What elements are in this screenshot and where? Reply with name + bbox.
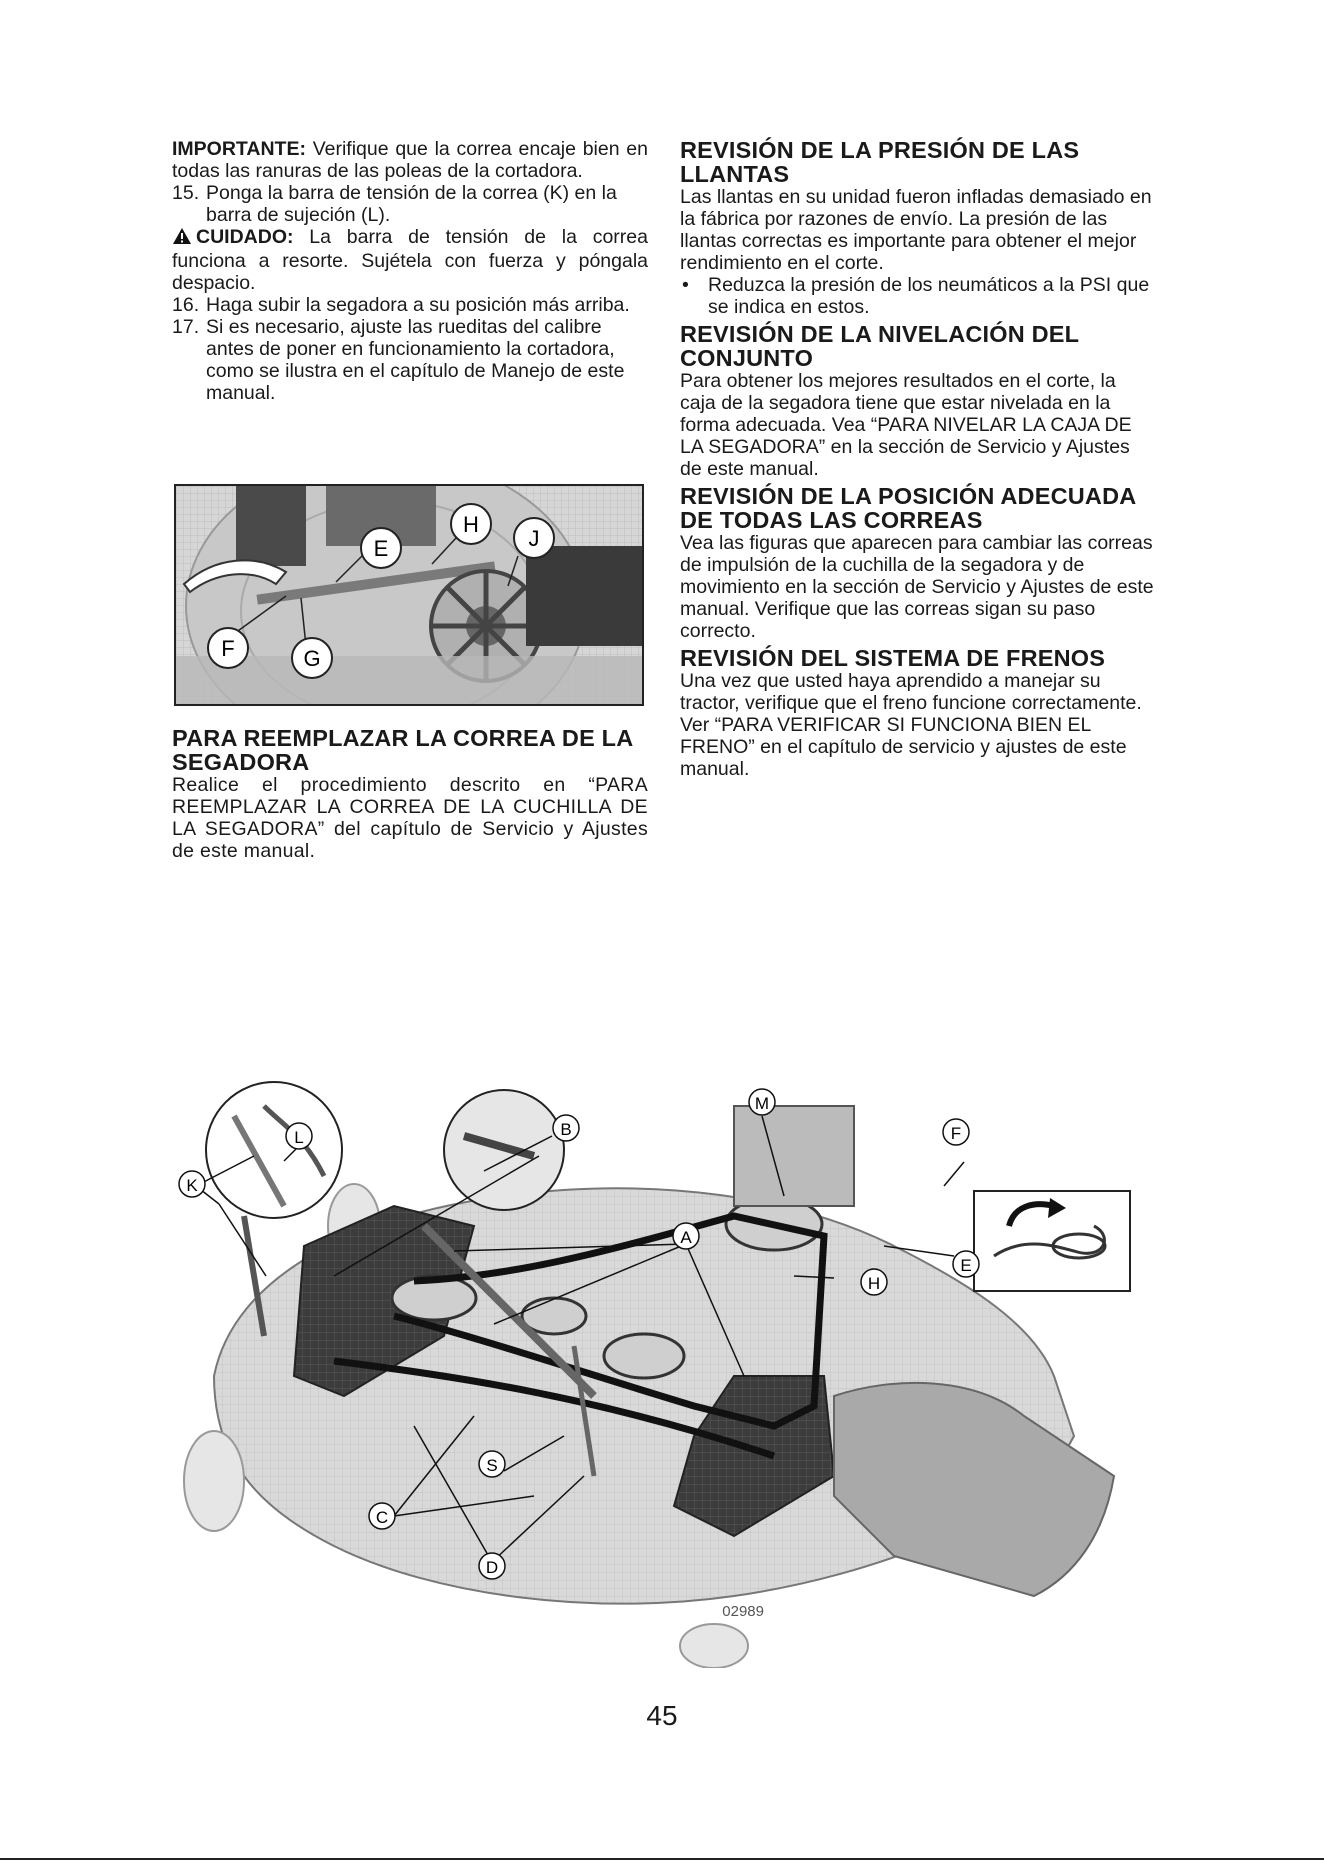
svg-text:F: F — [221, 636, 235, 661]
svg-text:H: H — [463, 512, 479, 537]
step-text: Haga subir la segadora a su posición más arriba. — [206, 294, 630, 316]
photo-callout-f — [208, 628, 248, 668]
caution-text: La barra de tensión de la correa funciona a resorte. Sujétela con fuerza y póngala despacio. — [172, 226, 648, 294]
svg-text:K: K — [186, 1176, 198, 1195]
svg-text:C: C — [375, 1508, 389, 1527]
callout-s — [479, 1451, 505, 1477]
important-text: Verifique que la correa encaje bien en todas las ranuras de las poleas de la cortadora. — [172, 138, 648, 182]
bullet-icon: • — [682, 274, 689, 296]
step-number: 15. — [172, 182, 200, 204]
mower-deck-diagram — [174, 1076, 1146, 1668]
tire-pressure-heading: REVISIÓN DE LA PRESIÓN DE LAS LLANTAS — [680, 137, 1080, 187]
step-text: Si es necesario, ajuste las rueditas del calibre antes de poner en funcionamiento la cortadora, como se ilustra en el capítulo de Manejo de este manual. — [206, 316, 625, 404]
svg-text:H: H — [867, 1274, 881, 1293]
tire-pressure-text: Las llantas en su unidad fueron infladas demasiado en la fábrica por razones de envío. La presión de las llantas correctas es importante para obtener el mejor rendimiento en el corte. — [680, 186, 1152, 274]
photo-callout-h — [451, 504, 491, 544]
svg-text:L: L — [294, 1128, 304, 1147]
leveling-heading: REVISIÓN DE LA NIVELACIÓN DEL CONJUNTO — [680, 321, 1079, 371]
bullet-text: Reduzca la presión de los neumáticos a la PSI que se indica en estos. — [708, 274, 1150, 318]
belt-position-heading: REVISIÓN DE LA POSICIÓN ADECUADA DE TODAS LAS CORREAS — [680, 483, 1136, 533]
svg-text:M: M — [754, 1094, 770, 1113]
caution-label: CUIDADO: — [196, 226, 294, 248]
svg-text:D: D — [485, 1558, 499, 1577]
important-note — [172, 138, 648, 182]
svg-text:E: E — [373, 536, 389, 561]
leveling-text: Para obtener los mejores resultados en el corte, la caja de la segadora tiene que estar nivelada en la forma adecuada. Vea “PARA NIVELAR LA CAJA DE LA SEGADORA” en la sección de Servicio y Ajustes de este manual. — [680, 370, 1132, 480]
callout-l — [286, 1123, 312, 1149]
svg-text:A: A — [680, 1228, 692, 1247]
svg-text:S: S — [486, 1456, 498, 1475]
svg-text:B: B — [560, 1120, 572, 1139]
callout-k — [179, 1171, 205, 1197]
svg-text:G: G — [303, 646, 321, 671]
page-number: 45 — [646, 1700, 678, 1731]
step-number: 17. — [172, 316, 200, 338]
step-text: Ponga la barra de tensión de la correa (K) en la barra de sujeción (L). — [206, 182, 617, 226]
callout-e — [953, 1251, 979, 1277]
callout-m — [749, 1089, 775, 1115]
replace-belt-section — [172, 726, 648, 862]
callout-c — [369, 1503, 395, 1529]
svg-text:E: E — [960, 1256, 972, 1275]
callout-d — [479, 1553, 505, 1579]
caution-note — [172, 226, 648, 294]
right-column — [680, 138, 1154, 780]
photo-callout-g — [292, 638, 332, 678]
belt-position-text: Vea las figuras que aparecen para cambiar las correas de impulsión de la cuchilla de la segadora y de movimiento en la sección de Servicio y Ajustes de este manual. Verifique que las correas sigan su paso correcto. — [680, 532, 1154, 642]
figure-number: 02989 — [722, 1603, 764, 1620]
bottom-rule — [0, 1858, 1324, 1860]
step-15 — [172, 182, 648, 226]
important-label: IMPORTANTE: — [172, 138, 306, 160]
callout-a — [673, 1223, 699, 1249]
callout-f — [943, 1119, 969, 1145]
step-16 — [172, 294, 648, 316]
svg-text:F: F — [950, 1124, 962, 1143]
brake-heading: REVISIÓN DEL SISTEMA DE FRENOS — [680, 645, 1106, 671]
svg-text:J: J — [528, 526, 540, 551]
callout-b — [553, 1115, 579, 1141]
left-column — [172, 138, 648, 404]
step-17 — [172, 316, 648, 404]
photo-callout-j — [514, 518, 554, 558]
brake-text: Una vez que usted haya aprendido a manejar su tractor, verifique que el freno funcione correctamente. Ver “PARA VERIFICAR SI FUNCIONA BIEN EL FRENO” en el capítulo de servicio y ajustes de este manual. — [680, 670, 1142, 780]
mower-belt-photo — [174, 484, 644, 706]
warning-triangle-icon — [172, 227, 192, 250]
tire-pressure-bullet — [680, 274, 1154, 318]
step-number: 16. — [172, 294, 200, 316]
replace-belt-heading: PARA REEMPLAZAR LA CORREA DE LA SEGADORA — [172, 725, 633, 775]
replace-belt-text: Realice el procedimiento descrito en “PARA REEMPLAZAR LA CORREA DE LA CUCHILLA DE LA SEGADORA” del capítulo de Servicio y Ajustes de este manual. — [172, 774, 648, 862]
callout-h — [861, 1269, 887, 1295]
photo-callout-e — [361, 528, 401, 568]
